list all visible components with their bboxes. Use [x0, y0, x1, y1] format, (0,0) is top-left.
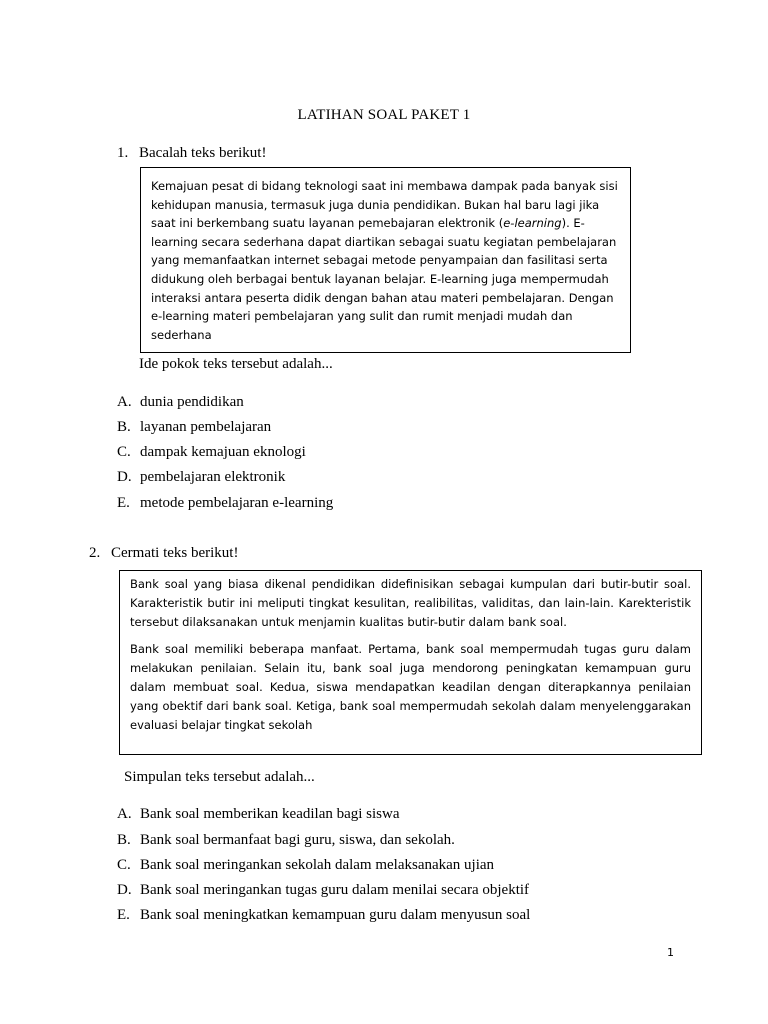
question-1-number: 1.: [117, 145, 129, 161]
option-1a[interactable]: [117, 394, 244, 411]
question-2-number: 2.: [89, 545, 101, 561]
question-1-passage: [140, 167, 631, 353]
option-text: metode pembelajaran e-learning: [140, 495, 334, 511]
option-2d[interactable]: [117, 882, 529, 899]
option-letter: A.: [117, 806, 132, 822]
option-letter: C.: [117, 444, 131, 460]
passage-line: sederhana: [151, 327, 212, 342]
page-title: LATIHAN SOAL PAKET 1: [297, 107, 471, 123]
option-letter: B.: [117, 832, 131, 848]
option-text: Bank soal meningkatkan kemampuan guru dalam menyusun soal: [140, 907, 531, 923]
option-2e[interactable]: [117, 907, 530, 924]
option-text: layanan pembelajaran: [140, 419, 272, 435]
question-1-instruction: Bacalah teks berikut!: [139, 145, 267, 161]
option-1c[interactable]: [117, 444, 306, 461]
option-1e[interactable]: [117, 495, 333, 512]
option-letter: D.: [117, 469, 132, 485]
option-1b[interactable]: [117, 419, 271, 436]
question-2-passage: [119, 570, 702, 755]
passage-paragraph: Bank soal yang biasa dikenal pendidikan didefinisikan sebagai kumpulan dari butir-butir soal. Karakteristik butir ini meliputi tingkat kesulitan, realibilitas, validitas, dan lain-lain. Karekteristik tersebut dilaksanakan untuk menjamin kualitas butir-butir dalam bank soal.: [130, 577, 691, 629]
passage-paragraph: Bank soal memiliki beberapa manfaat. Pertama, bank soal mempermudah tugas guru dalam melakukan penilaian. Selain itu, bank soal juga mendorong peningkatan kemampuan guru dalam membuat soal. Kedua, siswa mendapatkan keadilan dengan diterapkannya penilaian yang obektif dari bank soal. Ketiga, bank soal mempermudah sekolah dalam menyelenggarakan evaluasi belajar tingkat sekolah: [130, 642, 691, 732]
passage-line: e-learning materi pembelajaran yang sulit dan rumit menjadi mudah dan: [151, 309, 573, 324]
option-text: dunia pendidikan: [140, 394, 244, 410]
question-2-instruction: Cermati teks berikut!: [111, 545, 239, 561]
passage-line: kehidupan manusia, termasuk juga dunia pendidikan. Bukan hal baru lagi jika: [151, 197, 600, 212]
option-text: Bank soal bermanfaat bagi guru, siswa, dan sekolah.: [140, 832, 455, 848]
option-letter: C.: [117, 857, 131, 873]
passage-line: learning secara sederhana dapat diartikan sebagai suatu kegiatan pembelajaran: [151, 234, 617, 249]
option-2b[interactable]: [117, 832, 455, 849]
option-text: pembelajaran elektronik: [140, 469, 286, 485]
option-letter: E.: [117, 907, 130, 923]
question-2-prompt: Simpulan teks tersebut adalah...: [124, 769, 315, 785]
option-text: dampak kemajuan eknologi: [140, 444, 306, 460]
passage-italic-term: e-learning: [503, 216, 562, 231]
passage-text: saat ini berkembang suatu layanan pemebajaran elektronik (: [151, 216, 504, 231]
option-1d[interactable]: [117, 469, 285, 486]
option-2a[interactable]: [117, 806, 400, 823]
option-2c[interactable]: [117, 857, 494, 874]
question-1-prompt: Ide pokok teks tersebut adalah...: [139, 356, 333, 372]
passage-line: didukung oleh berbagai bentuk layanan belajar. E-learning juga mempermudah: [151, 271, 609, 286]
passage-line: [151, 214, 620, 233]
option-text: Bank soal memberikan keadilan bagi siswa: [140, 806, 400, 822]
page-number: 1: [667, 946, 674, 959]
option-text: Bank soal meringankan sekolah dalam melaksanakan ujian: [140, 857, 495, 873]
option-letter: D.: [117, 882, 132, 898]
passage-line: yang memanfaatkan internet sebagai metode penyampaian dan fasilitasi serta: [151, 253, 608, 268]
passage-text: ). E-: [561, 216, 585, 231]
option-letter: B.: [117, 419, 131, 435]
option-text: Bank soal meringankan tugas guru dalam menilai secara objektif: [140, 882, 530, 898]
option-letter: A.: [117, 394, 132, 410]
option-letter: E.: [117, 495, 130, 511]
passage-line: Kemajuan pesat di bidang teknologi saat ini membawa dampak pada banyak sisi: [151, 179, 618, 193]
passage-line: interaksi antara peserta didik dengan bahan atau materi pembelajaran. Dengan: [151, 290, 614, 305]
